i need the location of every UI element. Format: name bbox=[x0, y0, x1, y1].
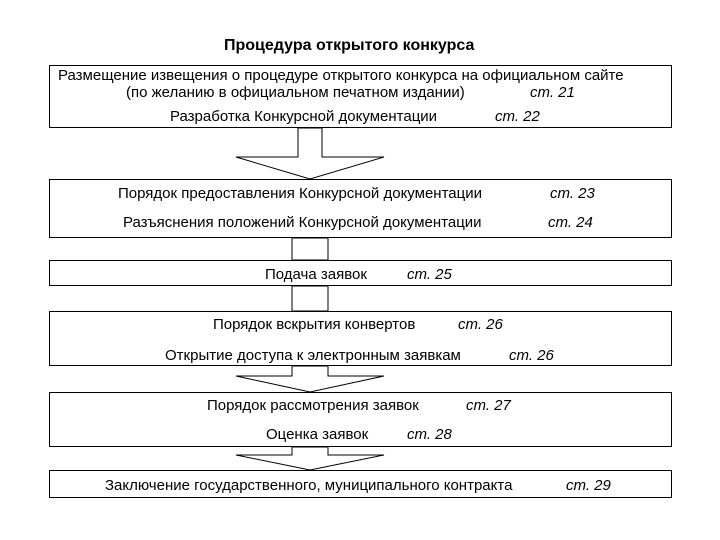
arrow-5 bbox=[236, 447, 384, 470]
arrow-2 bbox=[292, 238, 328, 260]
box-opening-ref-2: ст. 26 bbox=[509, 347, 554, 364]
box-documentation-ref-2: ст. 24 bbox=[548, 214, 593, 231]
box-opening-ref-1: ст. 26 bbox=[458, 316, 503, 333]
box-opening-line-2: Открытие доступа к электронным заявкам bbox=[165, 347, 461, 364]
box-contract-ref-1: ст. 29 bbox=[566, 477, 611, 494]
box-announcement-line-3: Разработка Конкурсной документации bbox=[170, 108, 438, 125]
box-submission-line-1: Подача заявок bbox=[265, 266, 367, 283]
arrow-4 bbox=[236, 366, 384, 392]
box-evaluation-line-1: Порядок рассмотрения заявок bbox=[207, 397, 419, 414]
diagram-title: Процедура открытого конкурса bbox=[224, 37, 475, 54]
box-evaluation-line-2: Оценка заявок bbox=[266, 426, 369, 443]
box-announcement-ref-1: ст. 21 bbox=[530, 84, 575, 101]
box-documentation-ref-1: ст. 23 bbox=[550, 185, 595, 202]
arrow-1 bbox=[236, 128, 384, 179]
box-announcement-line-2: (по желанию в официальном печатном издании) bbox=[126, 84, 465, 101]
box-opening-line-1: Порядок вскрытия конвертов bbox=[213, 316, 416, 333]
box-announcement-line-1: Размещение извещения о процедуре открытого конкурса на официальном сайте bbox=[58, 67, 624, 84]
box-contract-line-1: Заключение государственного, муниципального контракта bbox=[105, 477, 513, 494]
box-documentation-line-2: Разъяснения положений Конкурсной документации bbox=[123, 214, 482, 231]
box-evaluation-ref-1: ст. 27 bbox=[466, 397, 511, 414]
box-documentation-line-1: Порядок предоставления Конкурсной документации bbox=[118, 185, 482, 202]
box-announcement-ref-2: ст. 22 bbox=[495, 108, 540, 125]
box-evaluation-ref-2: ст. 28 bbox=[407, 426, 452, 443]
arrow-3 bbox=[292, 286, 328, 311]
box-submission-ref-1: ст. 25 bbox=[407, 266, 452, 283]
